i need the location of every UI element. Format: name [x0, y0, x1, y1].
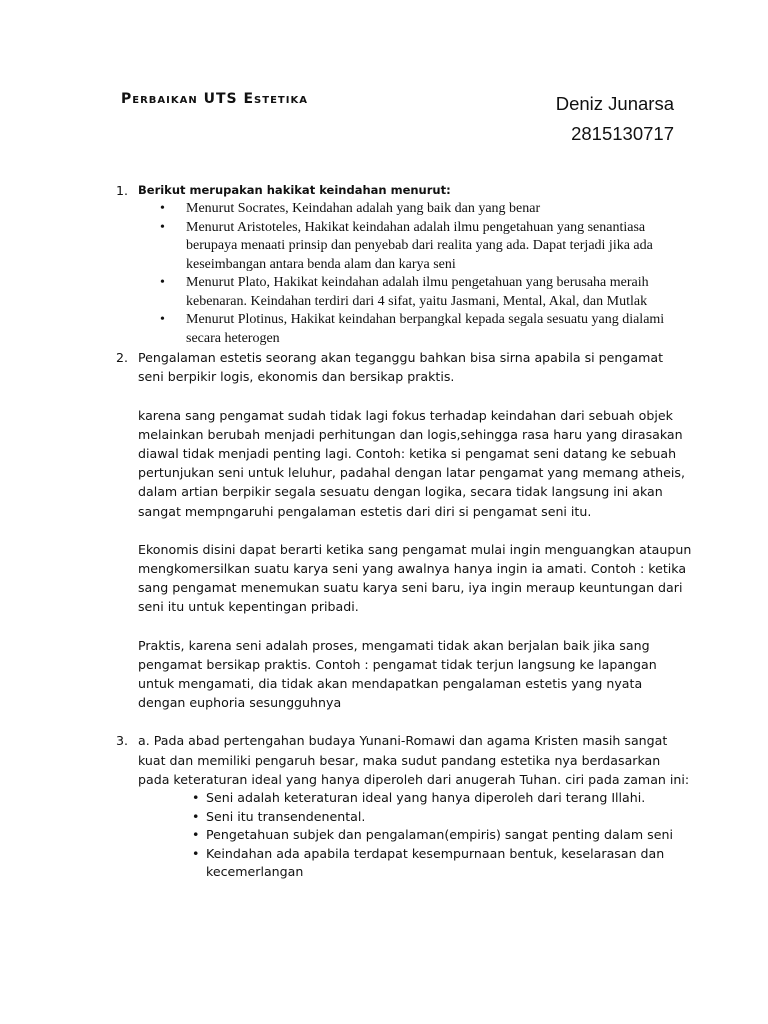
paragraph-praktis: Praktis, karena seni adalah proses, mengamati tidak akan berjalan baik jika sang pengamat bersikap praktis. Contoh : pengamat tidak terjun langsung ke lapangan untuk mengamati, dia tidak akan mendapatkan pengalaman estetis yang nyata dengan euphoria sesungguhnya [138, 637, 657, 711]
list-item: • Menurut Plato, Hakikat keindahan adalah ilmu pengetahuan yang berusaha meraih kebenaran. Keindahan terdiri dari 4 sifat, yaitu Jasmani, Mental, Akal, dan Mutlak [160, 274, 692, 311]
question-number: 1. [116, 183, 129, 198]
list-item: • Menurut Plotinus, Hakikat keindahan berpangkal kepada segala sesuatu yang dialami secara heterogen [160, 311, 692, 348]
question-3 [112, 731, 692, 789]
document-title: Perbaikan UTS Estetika [121, 91, 308, 107]
paragraph-ekonomis: Ekonomis disini dapat berarti ketika sang pengamat mulai ingin menguangkan ataupun mengkomersilkan suatu karya seni yang awalnya hanya ingin ia amati. Contoh : ketika sang pengamat menemukan suatu karya seni baru, iya ingin meraup keuntungan dari seni itu untuk kepentingan pribadi. [138, 541, 692, 615]
author-name: Deniz Junarsa [555, 93, 674, 114]
document-body [112, 181, 692, 882]
list-item: • Keindahan ada apabila terdapat kesempurnaan bentuk, keselarasan dan kecemerlangan [192, 845, 692, 882]
question-1-intro: Berikut merupakan hakikat keindahan menurut: [138, 183, 451, 197]
question-number: 3. [116, 733, 129, 749]
question-3-bullets [112, 789, 692, 882]
question-1 [112, 181, 692, 200]
question-1-bullets [112, 200, 692, 348]
list-item: • Seni itu transendenental. [192, 808, 692, 827]
list-item: • Pengetahuan subjek dan pengalaman(empiris) sangat penting dalam seni [192, 826, 692, 845]
author-block [556, 89, 674, 149]
list-item: • Seni adalah keteraturan ideal yang hanya diperoleh dari terang Illahi. [192, 789, 692, 808]
author-id: 2815130717 [571, 123, 674, 144]
paragraph-logis: karena sang pengamat sudah tidak lagi fokus terhadap keindahan dari sebuah objek melainkan berubah menjadi perhitungan dan logis,sehingga rasa haru yang dirasakan diawal tidak menjadi penting lagi. Contoh: ketika si pengamat seni datang ke sebuah pertunjukan seni untuk leluhur, padahal dengan latar pengamat yang memang atheis, dalam artian berpikir segala sesuatu dengan logika, secara tidak langsung ini akan sangat mempngaruhi pengalaman estetis dari diri si pengamat seni itu. [138, 407, 685, 519]
question-2 [112, 348, 692, 712]
question-2-intro: Pengalaman estetis seorang akan teganggu bahkan bisa sirna apabila si pengamat seni berpikir logis, ekonomis dan bersikap praktis. [138, 350, 664, 385]
question-number: 2. [116, 350, 129, 366]
list-item: • Menurut Socrates, Keindahan adalah yang baik dan yang benar [160, 200, 692, 219]
list-item: • Menurut Aristoteles, Hakikat keindahan adalah ilmu pengetahuan yang senantiasa berupaya menaati prinsip dan penyebab dari realita yang ada. Dapat terjadi jika ada keseimbangan antara benda alam dan karya seni [160, 219, 692, 275]
question-3-intro: a. Pada abad pertengahan budaya Yunani-Romawi dan agama Kristen masih sangat kuat dan memiliki pengaruh besar, maka sudut pandang estetika nya berdasarkan pada keteraturan ideal yang hanya diperoleh dari anugerah Tuhan. ciri pada zaman ini: [138, 733, 690, 787]
